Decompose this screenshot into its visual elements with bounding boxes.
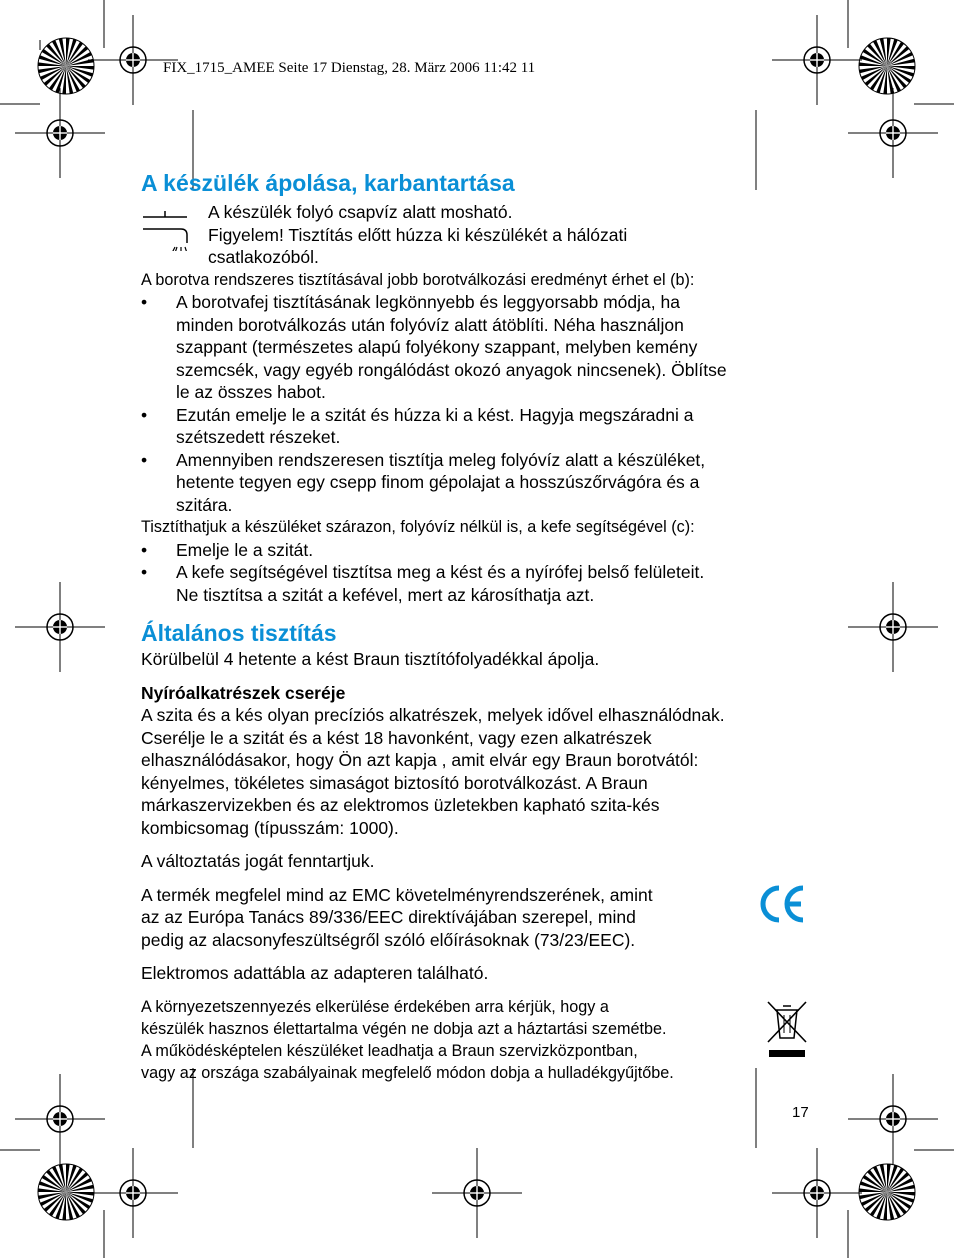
paragraph-line: márkaszervizekben és az elektromos üzletekben kapható szita-kés: [141, 795, 660, 815]
page-number: 17: [792, 1104, 809, 1121]
list-line: Ezután emelje le a szitát és húzza ki a kést. Hagyja megszáradni a: [176, 404, 694, 425]
bullet: •: [141, 562, 148, 582]
section-title-care: A készülék ápolása, karbantartása: [141, 170, 515, 196]
list-item: [141, 449, 821, 517]
general-cleaning-text: Körülbelül 4 hetente a kést Braun tisztítófolyadékkal ápolja.: [141, 649, 600, 669]
list-line: minden borotválkozás után folyóvíz alatt átöblíti. Néha használjon: [176, 314, 684, 335]
list-line: Ne tisztítsa a szitát a kefével, mert az károsíthatja azt.: [176, 584, 595, 605]
list-line: A borotvafej tisztításának legkönnyebb és leggyorsabb módja, ha: [176, 292, 680, 312]
tap-line-3: csatlakozóból.: [208, 247, 319, 267]
paragraph-line: A környezetszennyezés elkerülése érdekében arra kérjük, hogy a: [141, 997, 609, 1016]
paragraph-line: vagy az országa szabályainak megfelelő módon dobja a hulladékgyűjtőbe.: [141, 1063, 674, 1082]
registration-mark-icon: [88, 1148, 178, 1238]
paragraph-line: az az Európa Tanács 89/336/EEC direktívájában szerepel, mind: [141, 907, 636, 927]
color-wheel-icon: [859, 38, 915, 94]
list-line: szétszedett részeket.: [176, 427, 341, 447]
paragraph-line: kombicsomag (típusszám: 1000).: [141, 817, 399, 838]
ce-compliance-paragraph: [141, 884, 821, 952]
list-item: [141, 291, 821, 404]
list-line: szemcsék, vagy egyéb rongálódást okozó anyagok nincsenek). Öblítse: [176, 359, 727, 380]
list-line: szappant (természetes alapú folyékony szappant, melyben kemény: [176, 337, 698, 357]
list-line: Emelje le a szitát.: [176, 539, 314, 560]
registration-mark-icon: [432, 1148, 522, 1238]
paragraph-line: kényelmes, tökéletes simaságot biztosító borotválkozást. A Braun: [141, 772, 648, 793]
paragraph-line: A termék megfelel mind az EMC követelményrendszerének, amint: [141, 884, 653, 905]
replacement-paragraph: [141, 704, 821, 839]
bullet: •: [141, 404, 148, 425]
registration-mark-icon: [848, 88, 938, 178]
rating-plate-text: Elektromos adattábla az adapteren található.: [141, 963, 489, 983]
list-line: Amennyiben rendszeresen tisztítja meleg folyóvíz alatt a készüléket,: [176, 449, 706, 470]
color-wheel-icon: [859, 1164, 915, 1220]
tap-line-1: A készülék folyó csapvíz alatt mosható.: [208, 202, 513, 222]
list-line: A kefe segítségével tisztítsa meg a kést és a nyírófej belső felületeit.: [176, 562, 705, 582]
dry-cleaning-intro: Tisztíthatjuk a készüléket szárazon, folyóvíz nélkül is, a kefe segítségével (c):: [141, 518, 695, 536]
ce-mark-icon: [759, 884, 807, 924]
list-item: [141, 539, 821, 562]
paragraph-line: pedig az alacsonyfeszültségről szóló előírásoknak (73/23/EEC).: [141, 929, 636, 950]
bullet: •: [141, 539, 148, 560]
bullet: •: [141, 449, 148, 470]
paragraph-line: elhasználódásakor, hogy Ön azt kapja , amit elvár egy Braun borotvától:: [141, 750, 699, 770]
color-wheel-icon: [38, 38, 94, 94]
tap-water-note: [141, 201, 821, 269]
list-line: szitára.: [176, 494, 233, 515]
bullet: •: [141, 292, 148, 312]
page-content: [141, 168, 821, 1084]
paragraph-line: Cserélje le a szitát és a kést 18 havonként, vagy ezen alkatrészek: [141, 727, 652, 748]
section-title-general-cleaning: Általános tisztítás: [141, 620, 337, 646]
list-line: le az összes habot.: [176, 382, 326, 402]
paragraph-line: A működésképtelen készüléket leadhatja a Braun szervizközpontban,: [141, 1041, 638, 1060]
cleaning-intro: A borotva rendszeres tisztításával jobb borotválkozási eredményt érhet el (b):: [141, 270, 695, 289]
registration-mark-icon: [15, 88, 105, 178]
list-item: [141, 561, 821, 606]
print-header: FIX_1715_AMEE Seite 17 Dienstag, 28. März 2006 11:42 11: [163, 60, 536, 76]
paragraph-line: készülék hasznos élettartalma végén ne dobja azt a háztartási szemétbe.: [141, 1019, 667, 1038]
tap-line-2: Figyelem! Tisztítás előtt húzza ki készülékét a hálózati: [208, 224, 628, 245]
color-wheel-icon: [38, 1164, 94, 1220]
subheading-replacement: Nyíróalkatrészek cseréje: [141, 682, 346, 703]
registration-mark-icon: [15, 582, 105, 672]
registration-mark-icon: [848, 582, 938, 672]
crossed-bin-icon: [765, 998, 809, 1060]
tap-water-icon: [141, 207, 191, 251]
rights-reserved-text: A változtatás jogát fenntartjuk.: [141, 851, 375, 871]
paragraph-line: A szita és a kés olyan precíziós alkatrészek, melyek idővel elhasználódnak.: [141, 705, 725, 725]
dry-cleaning-list: [141, 539, 821, 607]
list-line: hetente tegyen egy csepp finom gépolajat a hosszúszőrvágóra és a: [176, 472, 700, 492]
list-item: [141, 404, 821, 449]
disposal-paragraph: [141, 996, 821, 1084]
wet-cleaning-list: [141, 291, 821, 516]
